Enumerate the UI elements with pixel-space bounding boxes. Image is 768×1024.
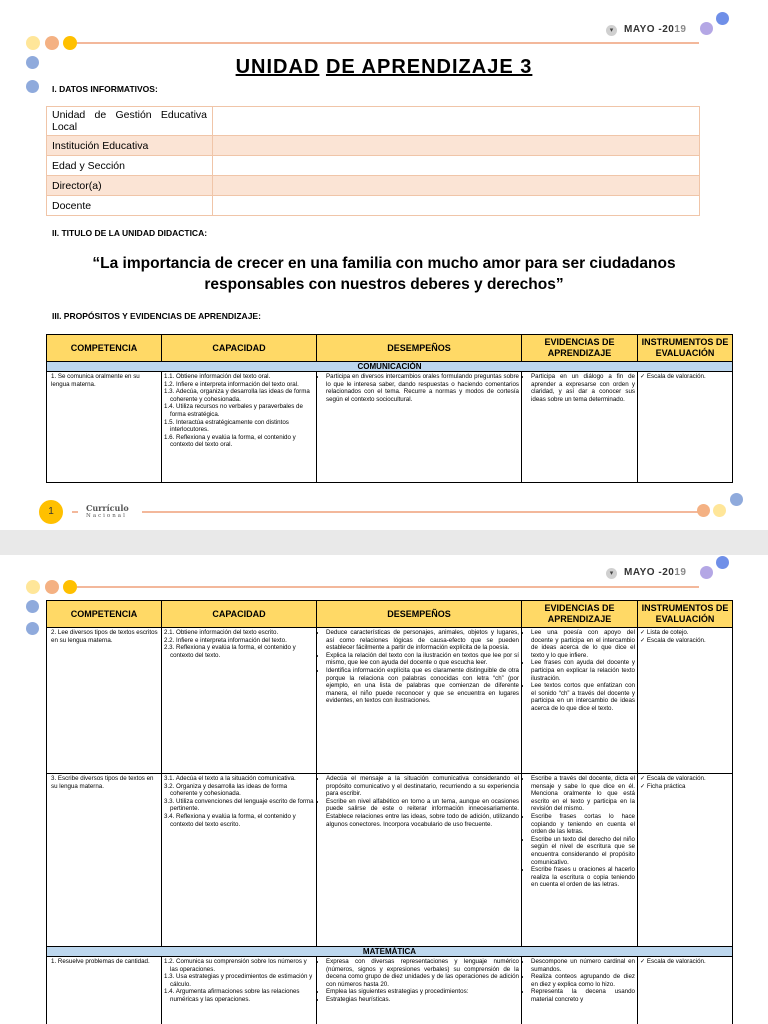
info-value[interactable] [213, 196, 700, 216]
info-value[interactable] [213, 136, 700, 156]
decor-dot-orange [697, 504, 710, 517]
table-header-row [47, 601, 733, 628]
col-header-instrumentos: INSTRUMENTOS DE EVALUACIÓN [638, 335, 733, 362]
decor-dot-gold [63, 580, 77, 594]
info-row [47, 196, 700, 216]
document-page-2 [0, 555, 768, 1024]
desempeno-item: • Expresa con diversas representaciones y lenguaje numérico (números, signos y expresiones verbales) su comprensión de la decena como grupo de diez unidades y de las operaciones de adición con números hasta 20. [326, 958, 519, 988]
desempeno-item: • Estrategias heurísticas. [326, 996, 519, 1004]
decor-dot-orange [45, 36, 59, 50]
area-row-matematica: MATEMÁTICA [47, 947, 733, 957]
desempenos-cell [317, 774, 522, 947]
page-separator [0, 530, 768, 555]
capacidad-item: 2.1. Obtiene información del texto escrito. [164, 629, 279, 636]
capacidad-item: 1.3. Usa estrategias y procedimientos de estimación y cálculo. [164, 973, 313, 988]
decor-dot-blue [730, 493, 743, 506]
desempenos-cell [317, 372, 522, 483]
competencia-cell: 3. Escribe diversos tipos de textos en su lengua materna. [47, 774, 162, 947]
decor-dot-gold [63, 36, 77, 50]
capacidad-cell [162, 372, 317, 483]
desempeno-item: • Participa en diversos intercambios orales formulando preguntas sobre lo que le interesa saber, dando respuestas o haciendo comentarios relacionados con el tema. Recurre a normas y modos de cortesía según el contexto sociocultural. [326, 373, 519, 403]
info-label: Institución Educativa [47, 136, 213, 156]
desempeno-item: • Deduce características de personajes, animales, objetos y lugares, así como relaciones lógicas de causa-efecto que se pueden establecer fácilmente a partir de información explícita de la poesía. [326, 629, 519, 652]
instrumento-item: ✓ Escala de valoración. [640, 636, 706, 644]
table-header-row [47, 335, 733, 362]
info-value[interactable] [213, 176, 700, 196]
decor-dot-blue [26, 80, 39, 93]
competencia-cell: 1. Se comunica oralmente en su lengua materna. [47, 372, 162, 483]
decor-dot-blue [26, 600, 39, 613]
col-header-instrumentos: INSTRUMENTOS DE EVALUACIÓN [638, 601, 733, 628]
evidencia-item: • Lee textos cortos que enfatizan con el sonido “ch” a través del docente y participa en un intercambio de ideas acerca de lo que dice el texto. [531, 682, 635, 712]
col-header-competencia: COMPETENCIA [47, 335, 162, 362]
capacidad-item: 1.2. Comunica su comprensión sobre los números y las operaciones. [164, 958, 307, 973]
curriculo-logo: Currículo Nacional [86, 503, 129, 519]
col-header-evidencias: EVIDENCIAS DE APRENDIZAJE [522, 601, 638, 628]
table-row [47, 957, 733, 1024]
info-value[interactable] [213, 156, 700, 176]
unit-title-line: “La importancia de crecer en una familia con mucho amor para ser ciudadanos [92, 255, 676, 272]
desempeno-item: • Explica la relación del texto con la ilustración en textos que lee por sí mismo, que lee con ayuda del docente o que escucha leer. [326, 652, 519, 667]
calendar-icon: ▾ [606, 568, 617, 579]
competencia-cell: 2. Lee diversos tipos de textos escritos en su lengua materna. [47, 628, 162, 774]
info-value[interactable] [213, 107, 700, 136]
capacidad-item: 1.3. Adecúa, organiza y desarrolla las ideas de forma coherente y cohesionada. [164, 388, 310, 403]
evidencias-cell [522, 628, 638, 774]
header-rule [77, 586, 699, 588]
area-row-comunicacion: COMUNICACIÓN [47, 362, 733, 372]
capacidad-item: 3.1. Adecúa el texto a la situación comunicativa. [164, 775, 296, 782]
col-header-capacidad: CAPACIDAD [162, 335, 317, 362]
evidencia-item: • Participa en un diálogo a fin de aprender a expresarse con orden y claridad, y así dar a conocer sus ideas sobre un tema determinado. [531, 373, 635, 403]
page-title: UNIDAD DE APRENDIZAJE 3 [235, 56, 533, 78]
section-heading: II. TITULO DE LA UNIDAD DIDACTICA: [52, 228, 208, 238]
capacidad-item: 2.3. Reflexiona y evalúa la forma, el contenido y contexto del texto. [164, 644, 296, 659]
col-header-desempenos: DESEMPEÑOS [317, 335, 522, 362]
instrumentos-cell [638, 957, 733, 1024]
footer-rule-short [72, 511, 78, 513]
evidencia-item: • Descompone un número cardinal en sumandos. [531, 958, 635, 973]
competencia-cell: 1. Resuelve problemas de cantidad. [47, 957, 162, 1024]
info-label: Edad y Sección [47, 156, 213, 176]
desempenos-cell [317, 628, 522, 774]
col-header-desempenos: DESEMPEÑOS [317, 601, 522, 628]
decor-dot-blue [716, 12, 729, 25]
evidencia-item: • Representa la decena usando material concreto y [531, 988, 635, 1003]
section-heading: III. PROPÓSITOS Y EVIDENCIAS DE APRENDIZAJE: [52, 311, 261, 321]
capacidad-item: 1.4. Argumenta afirmaciones sobre las relaciones numéricas y las operaciones. [164, 988, 300, 1003]
unit-title [60, 253, 708, 295]
header-rule [77, 42, 699, 44]
decor-dot-blue [716, 556, 729, 569]
capacidad-item: 3.4. Reflexiona y evalúa la forma, el contenido y contexto del texto escrito. [164, 812, 296, 828]
capacidad-cell [162, 628, 317, 774]
info-table [46, 106, 700, 216]
evidencias-cell [522, 774, 638, 947]
instrumentos-cell [638, 372, 733, 483]
instrumentos-cell [638, 774, 733, 947]
info-row [47, 156, 700, 176]
table-row [47, 774, 733, 947]
info-label: Unidad de Gestión Educativa Local [47, 107, 213, 136]
capacidad-cell [162, 957, 317, 1024]
capacidad-item: 2.2. Infiere e interpreta información del texto. [164, 636, 287, 644]
col-header-evidencias: EVIDENCIAS DE APRENDIZAJE [522, 335, 638, 362]
capacidad-item: 3.3. Utiliza convenciones del lenguaje escrito de forma pertinente. [164, 797, 314, 813]
instrumento-item: ✓ Ficha práctica [640, 782, 686, 790]
header-date: MAYO -2019 [624, 567, 687, 578]
capacidad-item: 1.2. Infiere e interpreta información del texto oral. [164, 380, 299, 388]
evidencias-cell [522, 957, 638, 1024]
capacidad-item: 1.1. Obtiene información del texto oral. [164, 373, 271, 380]
header-date: MAYO -2019 [624, 24, 687, 35]
unit-title-line: responsables con nuestros deberes y derechos” [204, 276, 564, 293]
purposes-table-continued [46, 600, 733, 1024]
decor-dot-yellow [26, 580, 40, 594]
table-row [47, 628, 733, 774]
decor-dot-purple [700, 22, 713, 35]
desempeno-item: • Emplea las siguientes estrategias y procedimientos: [326, 988, 519, 996]
decor-dot-yellow [713, 504, 726, 517]
info-label: Director(a) [47, 176, 213, 196]
info-row [47, 136, 700, 156]
capacidad-item: 1.4. Utiliza recursos no verbales y paraverbales de forma estratégica. [164, 403, 303, 418]
evidencia-item: • Realiza conteos agrupando de diez en diez y explica como lo hizo. [531, 973, 635, 988]
page-number: 1 [39, 500, 63, 524]
table-row [47, 372, 733, 483]
capacidad-cell [162, 774, 317, 947]
desempenos-cell [317, 957, 522, 1024]
desempeno-item: • Adecúa el mensaje a la situación comunicativa considerando el propósito comunicativo y el destinatario, recurriendo a su experiencia para escribir. [326, 775, 519, 798]
desempeno-item: • Escribe en nivel alfabético en torno a un tema, aunque en ocasiones puede salirse de este o reiterar información innecesariamente. Establece relaciones entre las ideas, sobre todo de adición, utilizando algunos conectores. Incorpora vocabulario de uso frecuente. [326, 798, 519, 828]
evidencia-item: • Escribe frases cortas lo hace copiando y teniendo en cuenta el orden de las letras. [531, 813, 635, 836]
capacidad-item: 1.6. Reflexiona y evalúa la forma, el contenido y contexto del texto oral. [164, 433, 296, 449]
evidencia-item: • Lee frases con ayuda del docente y participa en explicar la relación texto ilustración. [531, 659, 635, 682]
evidencia-item: • Escribe frases u oraciones al hacerlo realiza la escritura o copia teniendo en cuenta el orden de las letras. [531, 866, 635, 889]
section-heading: I. DATOS INFORMATIVOS: [52, 84, 158, 94]
decor-dot-orange [45, 580, 59, 594]
instrumento-item: ✓ Escala de valoración. [640, 958, 706, 965]
footer-rule [142, 511, 698, 513]
decor-dot-purple [700, 566, 713, 579]
info-row [47, 107, 700, 136]
calendar-icon: ▾ [606, 25, 617, 36]
evidencia-item: • Escribe a través del docente, dicta el mensaje y sabe lo que dice en él. Menciona oralmente lo que está escrito en el texto y participa en la revisión del mismo. [531, 775, 635, 813]
col-header-capacidad: CAPACIDAD [162, 601, 317, 628]
instrumento-item: ✓ Escala de valoración. [640, 373, 706, 380]
capacidad-item: 1.5. Interactúa estratégicamente con distintos interlocutores. [164, 418, 289, 434]
evidencias-cell [522, 372, 638, 483]
decor-dot-blue [26, 622, 39, 635]
desempeno-item: • Identifica información explícita que es claramente distinguible de otra porque la relaciona con palabras conocidas con letra “ch” (por ejemplo, en una lista de palabras que comienzan de diferente manera, el niño puede reconocer y que se encuentra en lugares evidentes, en textos con ilustraciones. [326, 667, 519, 705]
evidencia-item: • Lee una poesía con apoyo del docente y participa en el intercambio de ideas acerca de lo que dice el texto y lo que infiere. [531, 629, 635, 659]
info-label: Docente [47, 196, 213, 216]
purposes-table [46, 334, 733, 483]
instrumentos-cell [638, 628, 733, 774]
evidencia-item: • Escribe un texto del derecho del niño según el nivel de escritura que se encuentra considerando el propósito comunicativo. [531, 836, 635, 866]
instrumento-item: ✓ Escala de valoración. [640, 775, 706, 782]
capacidad-item: 3.2. Organiza y desarrolla las ideas de forma coherente y cohesionada. [164, 782, 288, 798]
decor-dot-yellow [26, 36, 40, 50]
instrumento-item: ✓ Lista de cotejo. [640, 629, 689, 636]
info-row [47, 176, 700, 196]
col-header-competencia: COMPETENCIA [47, 601, 162, 628]
